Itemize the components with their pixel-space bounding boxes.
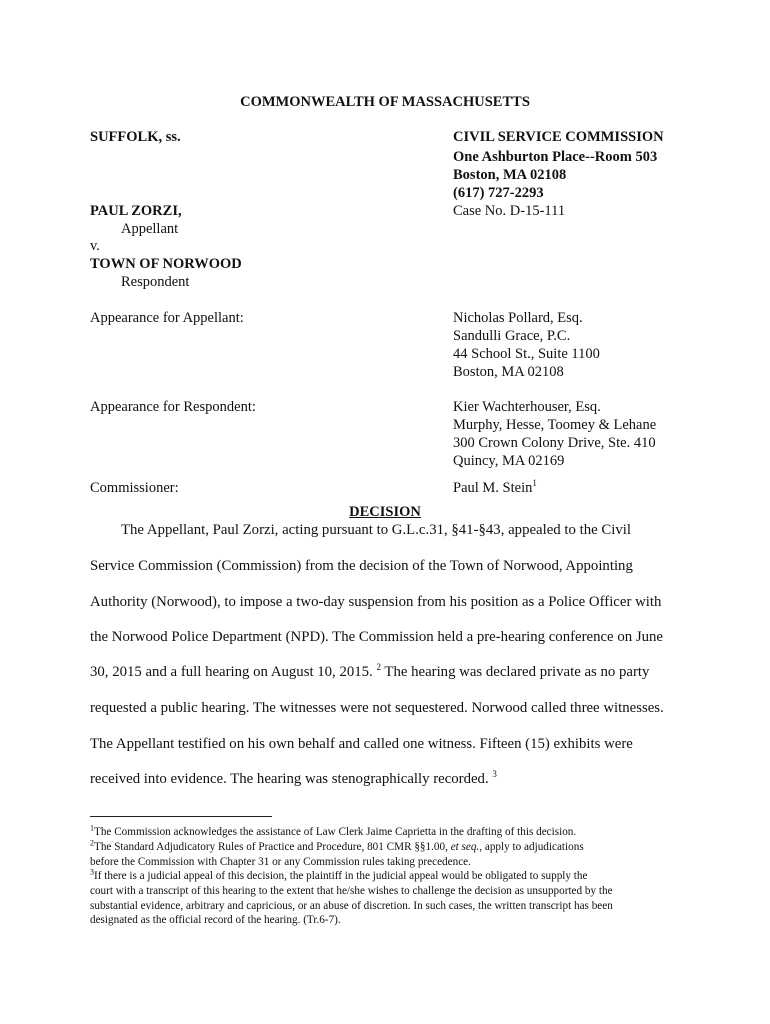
decision-line: requested a public hearing. The witnesses were not sequestered. Norwood called three witnesses. bbox=[90, 700, 664, 716]
decision-line: the Norwood Police Department (NPD). The Commission held a pre-hearing conference on June bbox=[90, 629, 663, 645]
appellant-name: PAUL ZORZI, bbox=[90, 203, 182, 219]
footnote-number: 3 bbox=[90, 867, 94, 877]
decision-line-part: 30, 2015 and a full hearing on August 10, 2015. bbox=[90, 664, 373, 680]
footnote-1 bbox=[90, 825, 576, 839]
decision-line-part: The hearing was declared private as no party bbox=[384, 664, 650, 680]
respondent-role: Respondent bbox=[121, 274, 190, 290]
footnote-number: 2 bbox=[90, 838, 94, 848]
footnote-italic: et seq. bbox=[450, 841, 480, 853]
decision-line: The Appellant testified on his own behalf and called one witness. Fifteen (15) exhibits were bbox=[90, 736, 633, 752]
decision-line: The Appellant, Paul Zorzi, acting pursuant to G.L.c.31, §41-§43, appealed to the Civil bbox=[121, 522, 631, 538]
appellant-counsel-line: Nicholas Pollard, Esq. bbox=[453, 310, 583, 326]
county-label: SUFFOLK, ss. bbox=[90, 129, 181, 145]
decision-line-part: received into evidence. The hearing was stenographically recorded. bbox=[90, 771, 489, 787]
footnote-3-cont: designated as the official record of the hearing. (Tr.6-7). bbox=[90, 914, 341, 926]
decision-line-with-footnote bbox=[90, 771, 497, 788]
respondent-counsel-line: Kier Wachterhouser, Esq. bbox=[453, 399, 601, 415]
decision-heading: DECISION bbox=[349, 504, 421, 520]
footnote-2-cont: before the Commission with Chapter 31 or any Commission rules taking precedence. bbox=[90, 856, 471, 868]
decision-line-with-footnote bbox=[90, 664, 649, 681]
commission-name: CIVIL SERVICE COMMISSION bbox=[453, 129, 664, 145]
decision-line: Service Commission (Commission) from the decision of the Town of Norwood, Appointing bbox=[90, 558, 633, 574]
document-title: COMMONWEALTH OF MASSACHUSETTS bbox=[240, 94, 530, 110]
commission-address-line1: One Ashburton Place--Room 503 bbox=[453, 149, 658, 165]
respondent-counsel-line: 300 Crown Colony Drive, Ste. 410 bbox=[453, 435, 656, 451]
commission-address-line2: Boston, MA 02108 bbox=[453, 167, 567, 183]
appellant-counsel-line: Sandulli Grace, P.C. bbox=[453, 328, 571, 344]
commission-phone: (617) 727-2293 bbox=[453, 185, 544, 201]
commissioner-name-wrap bbox=[453, 479, 537, 497]
footnote-text: If there is a judicial appeal of this decision, the plaintiff in the judicial appeal would be obligated to supply the bbox=[94, 870, 588, 882]
footnote-text: The Commission acknowledges the assistance of Law Clerk Jaime Caprietta in the drafting of this decision. bbox=[94, 826, 577, 838]
footnote-2 bbox=[90, 840, 584, 854]
footnote-ref: 2 bbox=[376, 662, 381, 673]
footnote-divider bbox=[90, 816, 272, 817]
respondent-counsel-line: Murphy, Hesse, Toomey & Lehane bbox=[453, 417, 657, 433]
footnote-text: The Standard Adjudicatory Rules of Practice and Procedure, 801 CMR §§1.00, bbox=[94, 841, 448, 853]
footnote-3-cont: court with a transcript of this hearing to the extent that he/she wishes to challenge the decision as unsupported by the bbox=[90, 885, 613, 897]
respondent-name: TOWN OF NORWOOD bbox=[90, 256, 242, 272]
appellant-counsel-line: 44 School St., Suite 1100 bbox=[453, 346, 600, 362]
respondent-counsel-line: Quincy, MA 02169 bbox=[453, 453, 565, 469]
case-number: Case No. D-15-111 bbox=[453, 203, 566, 219]
footnote-3-cont: substantial evidence, arbitrary and capricious, or an abuse of discretion. In such cases, the written transcript has been bbox=[90, 900, 613, 912]
respondent-appearance-label: Appearance for Respondent: bbox=[90, 399, 256, 415]
footnote-ref: 1 bbox=[532, 478, 537, 489]
commissioner-label: Commissioner: bbox=[90, 480, 179, 496]
decision-line: Authority (Norwood), to impose a two-day suspension from his position as a Police Officer with bbox=[90, 594, 662, 610]
appellant-appearance-label: Appearance for Appellant: bbox=[90, 310, 244, 326]
footnote-3 bbox=[90, 869, 587, 883]
commissioner-name: Paul M. Stein bbox=[453, 480, 533, 496]
footnote-ref: 3 bbox=[492, 769, 497, 780]
footnote-number: 1 bbox=[90, 823, 94, 833]
appellant-counsel-line: Boston, MA 02108 bbox=[453, 364, 564, 380]
versus-label: v. bbox=[90, 238, 100, 254]
appellant-role: Appellant bbox=[121, 221, 179, 237]
footnote-text: , apply to adjudications bbox=[479, 841, 584, 853]
